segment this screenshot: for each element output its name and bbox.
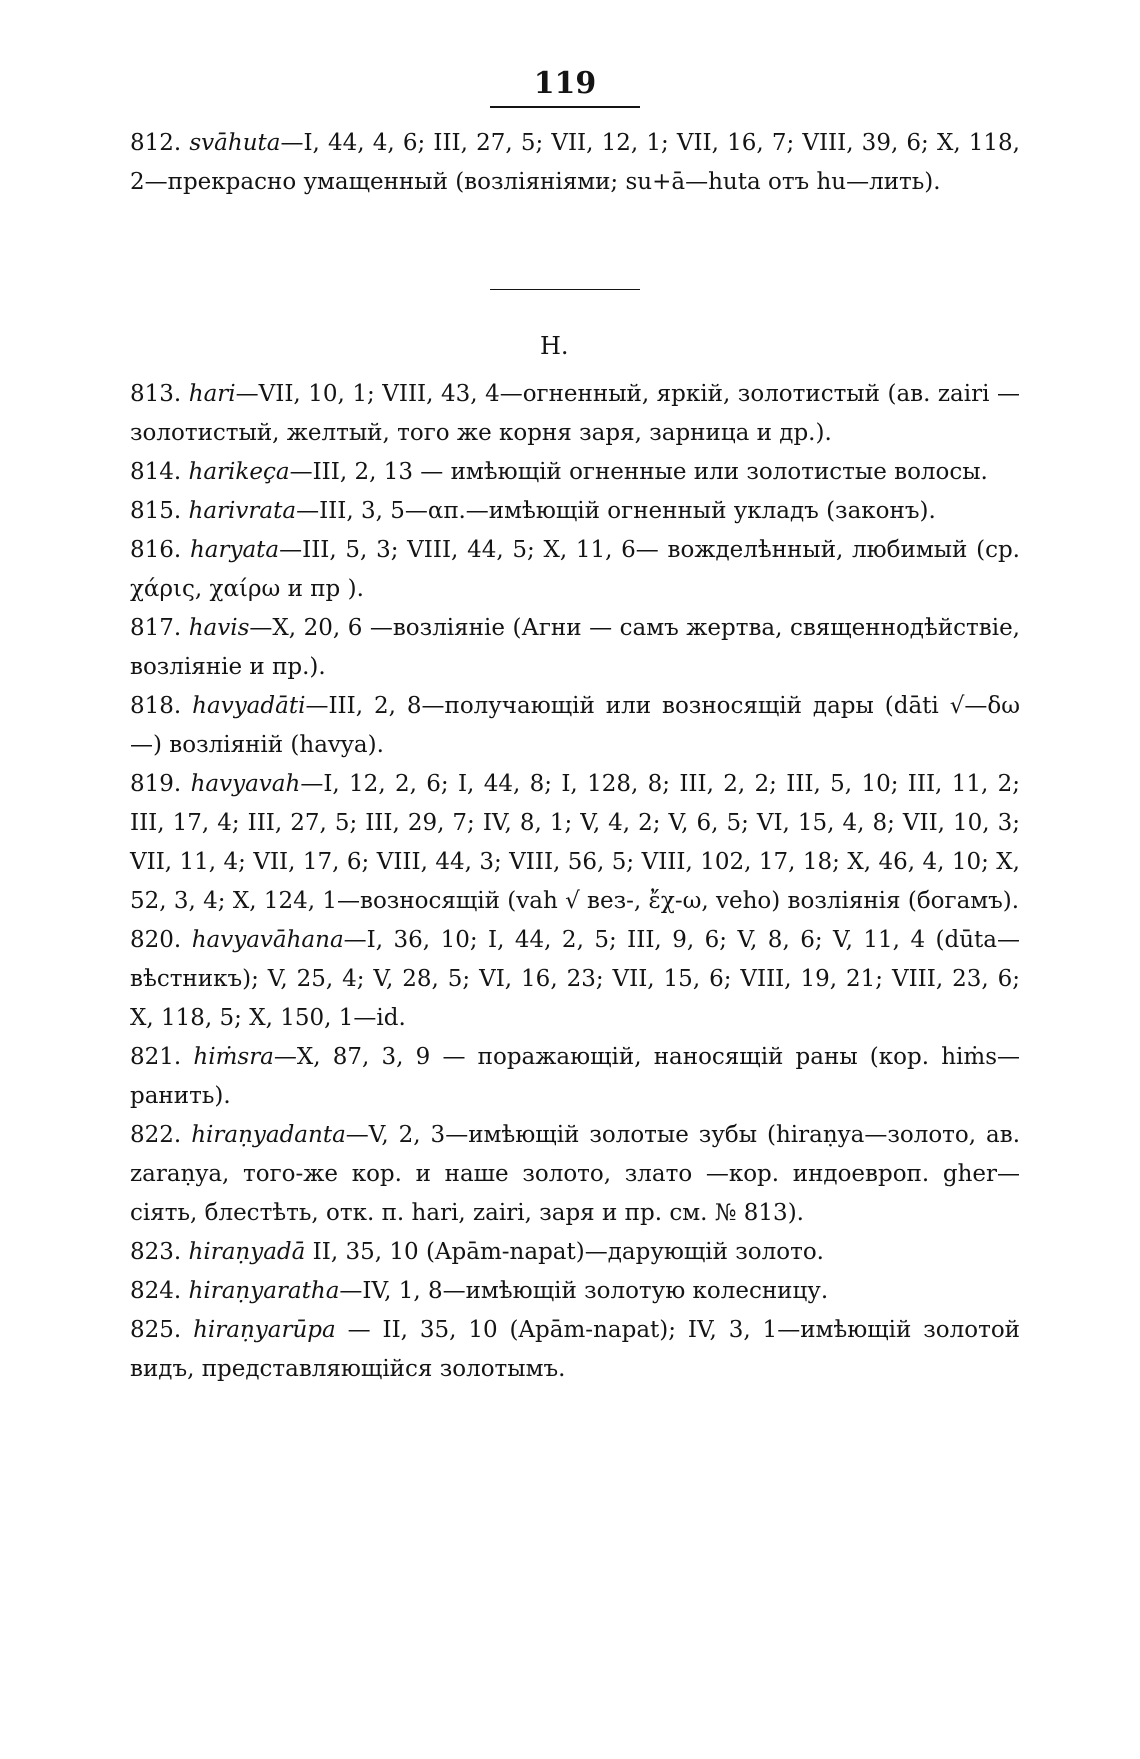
entry-text: —IV, 1, 8—имѣющій золотую колесницу.: [339, 1278, 829, 1304]
entry-number: 814.: [130, 459, 182, 485]
entry-term: havyavāhana: [191, 927, 344, 953]
page-number: 119: [533, 66, 597, 101]
entry-818: [130, 687, 1020, 765]
entry-text: —III, 3, 5—απ.—имѣющій огненный укладъ (законъ).: [296, 498, 936, 524]
entry-term: havyavah: [190, 771, 301, 797]
entry-number: 821.: [130, 1044, 182, 1070]
entry-term: hiraṇyarūpa: [193, 1317, 336, 1343]
entry-block-812: [130, 124, 1020, 202]
entry-number: 817.: [130, 615, 182, 641]
entry-819: [130, 765, 1020, 921]
entry-number: 823.: [130, 1239, 182, 1265]
entry-number: 813.: [130, 381, 182, 407]
entry-text: II, 35, 10 (Apām-napat)—дарующій золото.: [305, 1239, 824, 1265]
section-heading: H.: [540, 332, 569, 360]
entry-816: [130, 531, 1020, 609]
entry-text: —III, 2, 8—получающій или возносящій дары (dāti √—δω—) возліяній (havya).: [130, 693, 1020, 758]
entry-term: svāhuta: [189, 130, 281, 156]
entry-text: —I, 36, 10; I, 44, 2, 5; III, 9, 6; V, 8, 6; V, 11, 4 (dūta—вѣстникъ); V, 25, 4; V, 28, 5; VI, 16, 23; VII, 15, 6; VIII, 19, 21; VIII, 23, 6; X, 118, 5; X, 150, 1—id.: [130, 927, 1021, 1031]
entries-block: [130, 375, 1020, 1389]
entry-term: hiṁsra: [193, 1044, 274, 1070]
entry-text: —III, 5, 3; VIII, 44, 5; X, 11, 6— вожделѣнный, любимый (ср. χάρις, χαίρω и пр ).: [130, 537, 1020, 602]
entry-number: 818.: [130, 693, 182, 719]
entry-term: havyadāti: [192, 693, 306, 719]
entry-text: —III, 2, 13 — имѣющій огненные или золотистые волосы.: [289, 459, 988, 485]
entry-text: —X, 20, 6 —возліяніе (Агни — самъ жертва, священнодѣйствіе, возліяніе и пр.).: [130, 615, 1020, 680]
entry-text: —V, 2, 3—имѣющій золотые зубы (hiraṇya—золото, ав. zaraṇya, того-же кор. и наше золото, злато —кор. индоевроп. gher—сіять, блестѣть, отк. п. hari, zairi, заря и пр. см. № 813).: [130, 1122, 1020, 1226]
entry-number: 825.: [130, 1317, 182, 1343]
entry-term: harivrata: [188, 498, 297, 524]
entry-term: hiraṇyaratha: [188, 1278, 340, 1304]
entry-820: [130, 921, 1020, 1038]
entry-term: haryata: [189, 537, 280, 563]
entry-number: 822.: [130, 1122, 182, 1148]
entry-823: [130, 1233, 1020, 1272]
entry-824: [130, 1272, 1020, 1311]
entry-term: harikeça: [188, 459, 290, 485]
entry-821: [130, 1038, 1020, 1116]
entry-text: —X, 87, 3, 9 — поражающій, наносящій раны (кор. hiṁs—ранить).: [130, 1044, 1020, 1109]
entry-term: hiraṇyadā: [188, 1239, 306, 1265]
entry-822: [130, 1116, 1020, 1233]
entry-text: —I, 44, 4, 6; III, 27, 5; VII, 12, 1; VII, 16, 7; VIII, 39, 6; X, 118, 2—прекрасно умащенный (возліяніями; su+ā—huta отъ hu—лить).: [130, 130, 1020, 195]
entry-825: [130, 1311, 1020, 1389]
entry-text: —VII, 10, 1; VIII, 43, 4—огненный, яркій, золотистый (ав. zairi — золотистый, желтый, того же корня заря, зарница и др.).: [130, 381, 1020, 446]
entry-term: hari: [188, 381, 236, 407]
entry-text: —I, 12, 2, 6; I, 44, 8; I, 128, 8; III, 2, 2; III, 5, 10; III, 11, 2; III, 17, 4; III, 27, 5; III, 29, 7; IV, 8, 1; V, 4, 2; V, 6, 5; VI, 15, 4, 8; VII, 10, 3; VII, 11, 4; VII, 17, 6; VIII, 44, 3; VIII, 56, 5; VIII, 102, 17, 18; X, 46, 4, 10; X, 52, 3, 4; X, 124, 1—возносящій (vah √ вез-, ἔχ-ω, veho) возліянія (богамъ).: [130, 771, 1020, 914]
entry-812: [130, 124, 1020, 202]
entry-number: 816.: [130, 537, 182, 563]
entry-number: 815.: [130, 498, 182, 524]
entry-number: 812.: [130, 130, 182, 156]
section-divider: [490, 289, 640, 290]
entry-term: hiraṇyadanta: [191, 1122, 346, 1148]
entry-number: 820.: [130, 927, 182, 953]
entry-number: 824.: [130, 1278, 182, 1304]
entry-term: havis: [188, 615, 250, 641]
entry-817: [130, 609, 1020, 687]
entry-text: — II, 35, 10 (Apām-napat); IV, 3, 1—имѣющій золотой видъ, представляющійся золотымъ.: [130, 1317, 1021, 1382]
entry-814: [130, 453, 1020, 492]
entry-815: [130, 492, 1020, 531]
entry-number: 819.: [130, 771, 182, 797]
header-rule: [490, 106, 640, 108]
entry-813: [130, 375, 1020, 453]
